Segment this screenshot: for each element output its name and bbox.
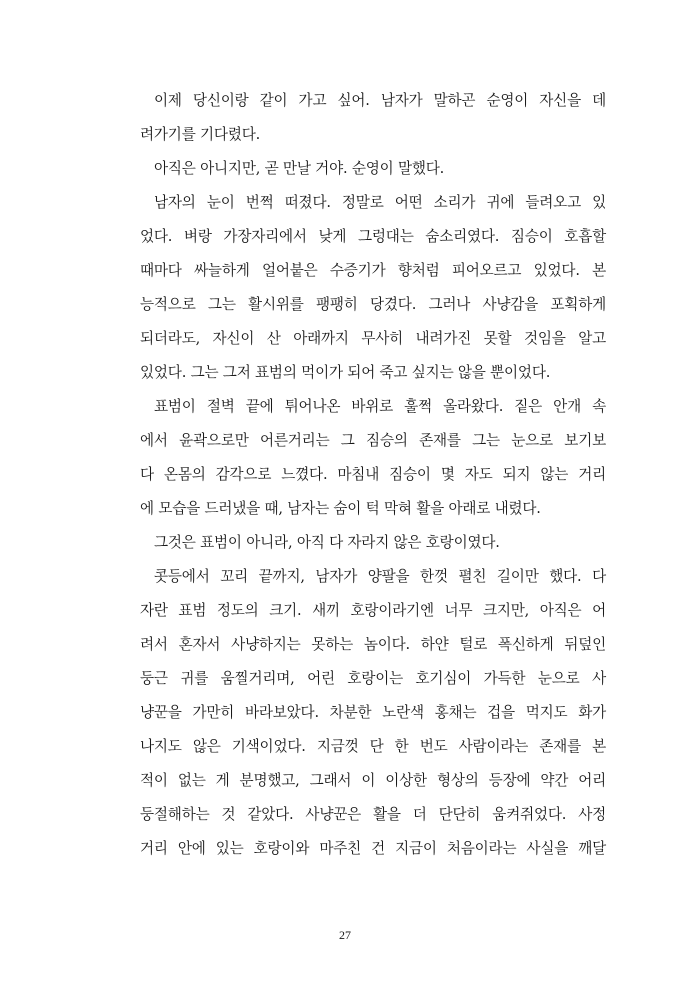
- text-line: 능적으로 그는 활시위를 팽팽히 당겼다. 그러나 사냥감을 포획하게: [140, 296, 606, 313]
- text-line: 이제 당신이랑 같이 가고 싶어. 남자가 말하곤 순영이 자신을 데: [154, 92, 606, 109]
- text-line: 거리 안에 있는 호랑이와 마주친 건 지금이 처음이라는 사실을 깨달: [140, 840, 606, 857]
- text-line: 둥절해하는 것 같았다. 사냥꾼은 활을 더 단단히 움켜쥐었다. 사정: [140, 806, 606, 823]
- text-line: 있었다. 그는 그저 표범의 먹이가 되어 죽고 싶지는 않을 뿐이었다.: [140, 364, 551, 381]
- text-line: 자란 표범 정도의 크기. 새끼 호랑이라기엔 너무 크지만, 아직은 어: [140, 602, 606, 619]
- text-line: 때마다 싸늘하게 얼어붙은 수증기가 향처럼 피어오르고 있었다. 본: [140, 262, 606, 279]
- body-text: [140, 84, 606, 866]
- text-line: 려가기를 기다렸다.: [140, 126, 261, 143]
- text-line: 남자의 눈이 번쩍 떠졌다. 정말로 어떤 소리가 귀에 들려오고 있: [154, 194, 606, 211]
- text-line: 나지도 않은 기색이었다. 지금껏 단 한 번도 사람이라는 존재를 본: [140, 738, 606, 755]
- text-line: 둥근 귀를 움찔거리며, 어린 호랑이는 호기심이 가득한 눈으로 사: [140, 670, 606, 687]
- text-line: 표범이 절벽 끝에 튀어나온 바위로 훌쩍 올라왔다. 짙은 안개 속: [154, 398, 606, 415]
- page-number: 27: [339, 928, 351, 942]
- text-line: 적이 없는 게 분명했고, 그래서 이 이상한 형상의 등장에 약간 어리: [140, 772, 606, 789]
- text-line: 었다. 벼랑 가장자리에서 낮게 그렁대는 숨소리였다. 짐승이 호흡할: [140, 228, 606, 245]
- text-line: 되더라도, 자신이 산 아래까지 무사히 내려가진 못할 것임을 알고: [140, 330, 606, 347]
- text-line: 려서 혼자서 사냥하지는 못하는 놈이다. 하얀 털로 폭신하게 뒤덮인: [140, 636, 606, 653]
- text-line: 아직은 아니지만, 곧 만날 거야. 순영이 말했다.: [154, 160, 445, 177]
- text-line: 에 모습을 드러냈을 때, 남자는 숨이 턱 막혀 활을 아래로 내렸다.: [140, 500, 541, 517]
- text-line: 그것은 표범이 아니라, 아직 다 자라지 않은 호랑이였다.: [154, 534, 500, 551]
- text-line: 에서 윤곽으로만 어른거리는 그 짐승의 존재를 그는 눈으로 보기보: [140, 432, 606, 449]
- text-line: 다 온몸의 감각으로 느꼈다. 마침내 짐승이 몇 자도 되지 않는 거리: [140, 466, 606, 483]
- text-line: 냥꾼을 가만히 바라보았다. 차분한 노란색 홍채는 겁을 먹지도 화가: [140, 704, 606, 721]
- text-line: 콧등에서 꼬리 끝까지, 남자가 양팔을 한껏 펼친 길이만 했다. 다: [154, 568, 606, 585]
